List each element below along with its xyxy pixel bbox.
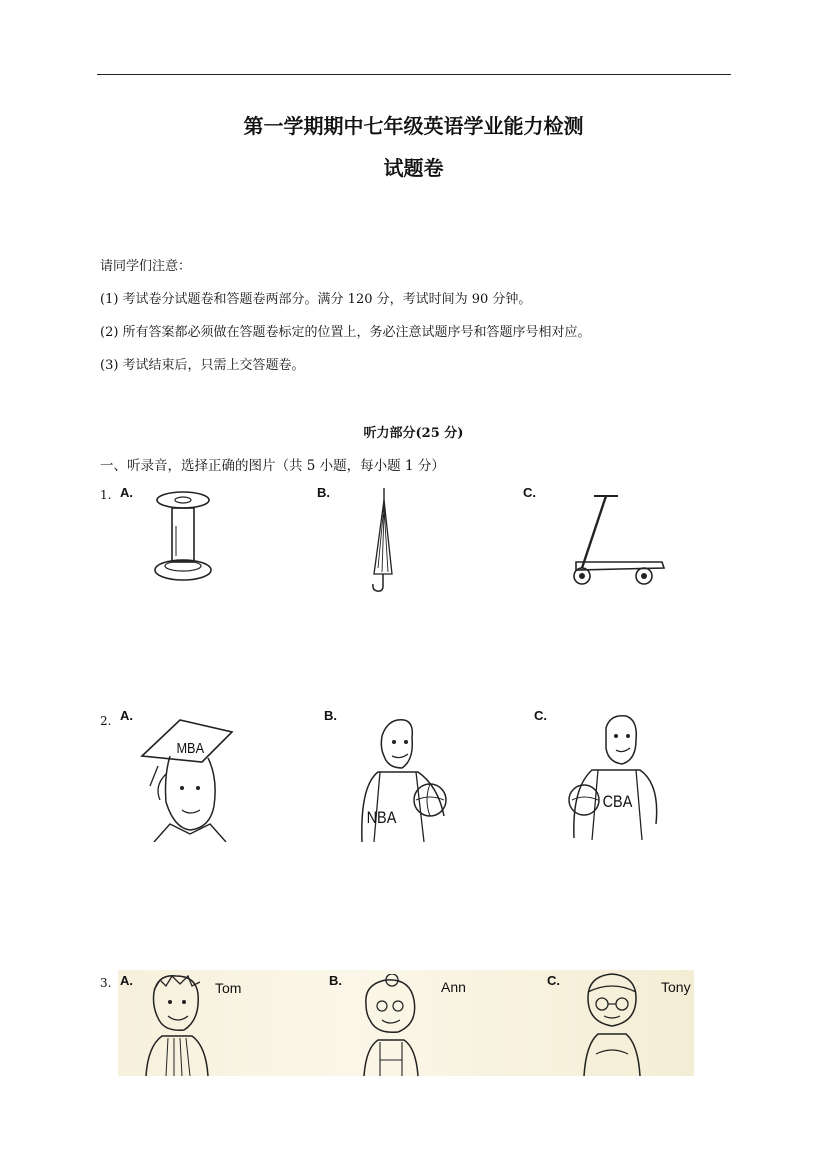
q3-option-b: B. bbox=[329, 973, 342, 988]
scooter-picture bbox=[566, 488, 670, 592]
part-instruction: 一、听录音，选择正确的图片（共 5 小题，每小题 1 分） bbox=[100, 458, 445, 474]
cba-player-drawing bbox=[566, 712, 666, 842]
tony-picture bbox=[578, 970, 646, 1076]
graduate-picture bbox=[140, 716, 236, 842]
notice-item-3: (3) 考试结束后，只需上交答题卷。 bbox=[100, 358, 305, 373]
q1-option-a: A. bbox=[120, 485, 133, 500]
question-number-3: 3. bbox=[100, 976, 112, 990]
dumbbell-picture bbox=[150, 488, 220, 588]
q3-option-c: C. bbox=[547, 973, 560, 988]
tom-picture bbox=[140, 972, 212, 1076]
exam-title: 第一学期期中七年级英语学业能力检测 bbox=[243, 114, 584, 138]
notice-heading: 请同学们注意： bbox=[100, 259, 192, 274]
exam-subtitle: 试题卷 bbox=[383, 156, 444, 180]
q1-option-c: C. bbox=[523, 485, 536, 500]
notice-item-1: (1) 考试卷分试题卷和答题卷两部分。满分 120 分，考试时间为 90 分钟。 bbox=[100, 292, 532, 307]
top-rule bbox=[97, 74, 731, 75]
shirt-label-cba: CBA bbox=[602, 792, 633, 811]
name-tony: Tony bbox=[661, 979, 691, 995]
cap-label-mba: MBA bbox=[176, 740, 205, 757]
q3-option-a: A. bbox=[120, 973, 133, 988]
graduate-drawing bbox=[140, 716, 236, 842]
name-tom: Tom bbox=[215, 980, 242, 996]
question-number-2: 2. bbox=[100, 714, 112, 728]
section-title: 听力部分(25 分) bbox=[363, 426, 464, 441]
question-number-1: 1. bbox=[100, 488, 112, 502]
cba-player-picture bbox=[566, 712, 666, 842]
umbrella-picture bbox=[362, 488, 402, 596]
q2-option-c: C. bbox=[534, 708, 547, 723]
q2-option-a: A. bbox=[120, 708, 133, 723]
q1-option-b: B. bbox=[317, 485, 330, 500]
nba-player-picture bbox=[352, 716, 456, 842]
ann-picture bbox=[356, 974, 426, 1076]
shirt-label-nba: NBA bbox=[366, 808, 397, 827]
q2-option-b: B. bbox=[324, 708, 337, 723]
name-ann: Ann bbox=[441, 979, 466, 995]
notice-item-2: (2) 所有答案都必须做在答题卷标定的位置上，务必注意试题序号和答题序号相对应。 bbox=[100, 325, 591, 340]
